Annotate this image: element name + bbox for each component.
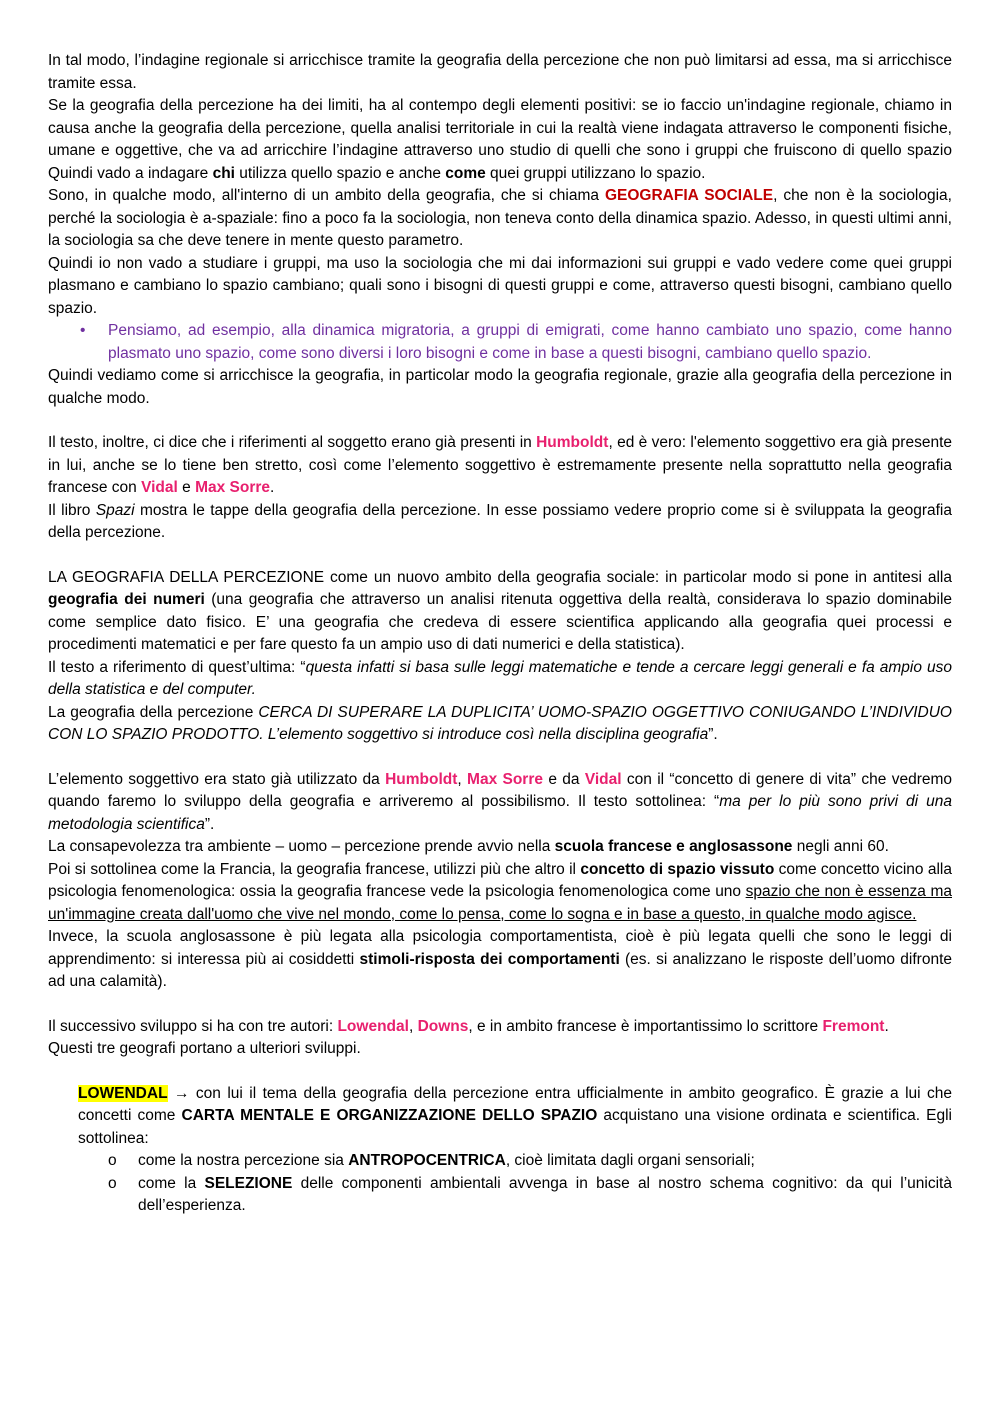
text: . bbox=[884, 1017, 889, 1035]
text: ”. bbox=[204, 815, 215, 833]
bullet-item-migration: • Pensiamo, ad esempio, alla dinamica migratoria, a gruppi di emigrati, come hanno cambiato uno spazio, come hanno plasmato uno spazio, come sono diversi i loro bisogni e come in base a questi bisogni, cambiano quello spazio. bbox=[108, 320, 952, 365]
paragraph-french-school bbox=[48, 859, 952, 927]
author-name-vidal: Vidal bbox=[141, 479, 178, 496]
text: come concetto vicino alla psicologia fenomenologica: ossia la geografia francese vede la psicologia fenomenologica come uno bbox=[48, 860, 952, 900]
highlighted-heading-lowendal: LOWENDAL bbox=[78, 1084, 168, 1102]
text: , cioè limitata dagli organi sensoriali; bbox=[505, 1152, 755, 1169]
text: , e in ambito francese è importantissimo lo scrittore bbox=[468, 1017, 823, 1035]
author-name-humboldt: Humboldt bbox=[536, 434, 609, 451]
paragraph-regional-inquiry bbox=[48, 50, 952, 95]
author-name-downs: Downs bbox=[417, 1017, 469, 1035]
author-name-vidal: Vidal bbox=[584, 770, 622, 788]
text: Poi si sottolinea come la Francia, la geografia francese, utilizzi più che altro il bbox=[48, 860, 581, 878]
bold-term-selezione: SELEZIONE bbox=[204, 1174, 293, 1192]
paragraph-three-authors bbox=[48, 1016, 952, 1039]
list-item bbox=[138, 1150, 952, 1173]
text: La geografia della percezione bbox=[48, 703, 259, 721]
spacer bbox=[48, 1061, 952, 1083]
bold-term-geografia-dei-numeri: geografia dei numeri bbox=[48, 591, 205, 608]
text: Il successivo sviluppo si ha con tre autori: bbox=[48, 1017, 338, 1035]
bold-term-spazio-vissuto: concetto di spazio vissuto bbox=[580, 860, 775, 878]
paragraph-text-quote bbox=[48, 657, 952, 702]
author-name-max-sorre: Max Sorre bbox=[467, 770, 543, 788]
lowendal-points-list bbox=[78, 1150, 952, 1218]
bold-term-come: come bbox=[445, 164, 486, 182]
text: utilizza quello spazio e anche bbox=[235, 164, 446, 182]
paragraph-further-developments bbox=[48, 1038, 952, 1061]
lowendal-intro bbox=[78, 1083, 952, 1151]
bold-term-schools: scuola francese e anglosassone bbox=[554, 838, 793, 855]
text: Se la geografia della percezione ha dei limiti, ha al contempo degli elementi positivi: se io faccio un'indagine regionale, chiamo in causa anche la geografia della percezione, quella analisi territoriale in cui la realtà viene indagata attraverso le componenti fisiche, umane e oggettive, che va ad arricchire l’indagine attraverso uno studio di quelli che sono i gruppi che fruiscono di quello spazio Quindi vado a indagare bbox=[48, 97, 952, 182]
bold-term-carta-mentale: CARTA MENTALE E ORGANIZZAZIONE DELLO SPAZIO bbox=[181, 1107, 598, 1124]
paragraph-sociology-groups bbox=[48, 253, 952, 321]
italic-quote: questa infatti si basa sulle leggi matematiche e tende a cercare leggi generali e fa ampio uso della statistica e del computer. bbox=[48, 658, 952, 698]
bold-term-chi: chi bbox=[212, 164, 235, 182]
italic-quote: ma per lo più sono privi di una metodologia scientifica bbox=[48, 793, 952, 833]
paragraph-social-geography bbox=[48, 185, 952, 253]
spacer bbox=[48, 410, 952, 432]
text: ”. bbox=[708, 726, 718, 743]
text: come la bbox=[138, 1174, 205, 1192]
text: Questi tre geografi portano a ulteriori sviluppi. bbox=[48, 1040, 361, 1057]
text: Il testo a riferimento di quest’ultima: “ bbox=[48, 658, 306, 676]
author-name-max-sorre: Max Sorre bbox=[195, 479, 271, 496]
text: con il “concetto di genere di vita” che vedremo quando faremo lo sviluppo della geografia e arriveremo al possibilismo. Il testo sottolinea: “ bbox=[48, 770, 953, 810]
paragraph-enrichment bbox=[48, 365, 952, 410]
author-name-lowendal: Lowendal bbox=[337, 1017, 409, 1035]
text: e bbox=[177, 479, 196, 496]
right-arrow-icon: → bbox=[173, 1084, 190, 1102]
text: L’elemento soggettivo era stato già utilizzato da bbox=[48, 770, 386, 788]
paragraph-subjective-element bbox=[48, 769, 952, 837]
text: Invece, la scuola anglosassone è più legata alla psicologia comportamentista, cioè è più legata quelli che sono le leggi di apprendimento: si interessa più ai cosiddetti bbox=[48, 928, 952, 968]
text: (una geografia che attraverso un analisi ritenuta oggettiva della realtà, considerava lo spazio dominabile come semplice dato fisico. E’ una geografia che credeva di essere scientifica applicando alla geografia quei processi e procedimenti matematici e per fare questo fa un ampio uso di dati numerici e della statistica). bbox=[48, 591, 953, 653]
text: Il libro bbox=[48, 501, 96, 519]
text: Quindi vediamo come si arricchisce la geografia, in particolar modo la geografia regionale, grazie alla geografia della percezione in qualche modo. bbox=[48, 367, 952, 407]
italic-quote: CERCA DI SUPERARE LA DUPLICITA’ UOMO-SPAZIO OGGETTIVO CONIUGANDO L’INDIVIDUO CON LO SPAZIO PRODOTTO. L’elemento soggettivo si introduce così nella disciplina geografia bbox=[48, 703, 952, 743]
paragraph-awareness bbox=[48, 836, 952, 859]
paragraph-subject-references bbox=[48, 432, 952, 500]
book-title: Spazi bbox=[95, 501, 135, 519]
text: Sono, in qualche modo, all'interno di un ambito della geografia, che si chiama bbox=[48, 187, 605, 204]
highlight-geografia-sociale: GEOGRAFIA SOCIALE bbox=[604, 187, 774, 204]
author-name-fremont: Fremont bbox=[822, 1017, 885, 1035]
text: acquistano una visione ordinata e scientifica. Egli sottolinea: bbox=[78, 1107, 952, 1147]
text: , che non è la sociologia, perché la sociologia è a-spaziale: fino a poco fa la sociologia, non teneva conto della dinamica spazio. Adesso, in questi ultimi anni, la sociologia sa che deve tenere in mente questo parametro. bbox=[48, 187, 952, 249]
text: (es. si analizzano le risposte dell’uomo difronte ad una calamità). bbox=[48, 950, 952, 990]
text: delle componenti ambientali avvenga in base al nostro schema cognitivo: da qui l’unicità dell’esperienza. bbox=[138, 1174, 952, 1214]
example-bullet-list bbox=[48, 320, 952, 365]
spacer bbox=[48, 994, 952, 1016]
author-name-humboldt: Humboldt bbox=[385, 770, 458, 788]
spacer bbox=[48, 545, 952, 567]
text: In tal modo, l’indagine regionale si arricchisce tramite la geografia della percezione che non può limitarsi ad essa, ma si arricchisce tramite essa. bbox=[48, 52, 952, 92]
text: mostra le tappe della geografia della percezione. In esse possiamo vedere proprio come si è sviluppata la geografia della percezione. bbox=[48, 501, 952, 541]
text: La consapevolezza tra ambiente – uomo – percezione prende avvio nella bbox=[48, 838, 555, 855]
paragraph-positive-elements bbox=[48, 95, 952, 185]
paragraph-book-spazi bbox=[48, 500, 952, 545]
underlined-definition: spazio che non è essenza ma un'immagine creata dall'uomo che vive nel mondo, come lo pensa, come lo sogna e in base a questo, in qualche modo agisce. bbox=[48, 883, 952, 923]
text: Quindi io non vado a studiare i gruppi, ma uso la sociologia che mi dai informazioni sui gruppi e vado vedere come quei gruppi plasmano e cambiano lo spazio cambiano; quali sono i bisogni di questi gruppi e come, attraverso questi bisogni, cambiano quello spazio. bbox=[48, 254, 952, 317]
text: quei gruppi utilizzano lo spazio. bbox=[485, 164, 706, 182]
text: , bbox=[408, 1017, 418, 1035]
paragraph-geography-of-perception bbox=[48, 567, 952, 657]
text: Il testo, inoltre, ci dice che i riferimenti al soggetto erano già presenti in bbox=[48, 434, 537, 451]
bold-term-stimoli-risposta: stimoli-risposta dei comportamenti bbox=[359, 950, 620, 968]
text: , ed è vero: l'elemento soggettivo era già presente in lui, anche se lo tiene ben stretto, così come l’elemento soggettivo è estremamente presente nella soprattutto nella geografia francese con bbox=[48, 434, 953, 496]
lowendal-section bbox=[78, 1083, 952, 1218]
text: , bbox=[457, 770, 468, 788]
text: negli anni 60. bbox=[792, 838, 889, 855]
list-item bbox=[138, 1173, 952, 1218]
text: e da bbox=[543, 770, 585, 788]
text: con lui il tema della geografia della percezione entra ufficialmente in ambito geografico. È grazie a lui che concetti come bbox=[78, 1084, 952, 1124]
text: come la nostra percezione sia bbox=[138, 1152, 349, 1169]
paragraph-anglo-saxon-school bbox=[48, 926, 952, 994]
bold-term-antropocentrica: ANTROPOCENTRICA bbox=[348, 1152, 506, 1169]
text: . bbox=[270, 479, 275, 496]
text: LA GEOGRAFIA DELLA PERCEZIONE come un nuovo ambito della geografia sociale: in particolar modo si pone in antitesi alla bbox=[48, 568, 952, 586]
spacer bbox=[48, 747, 952, 769]
paragraph-duplicity bbox=[48, 702, 952, 747]
